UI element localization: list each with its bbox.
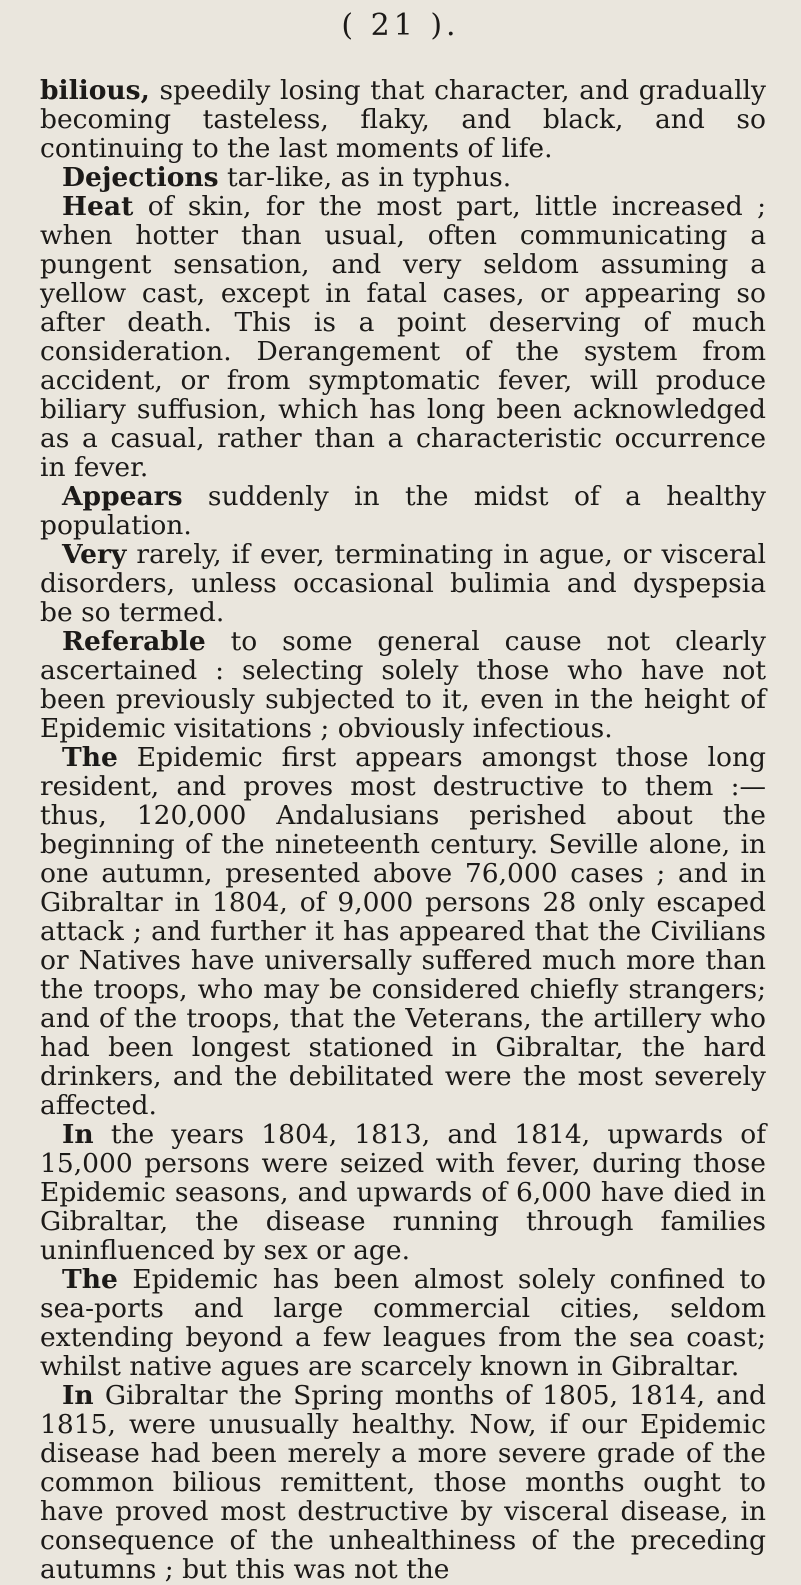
paragraph	[40, 540, 766, 627]
paragraph-text: Epidemic has been almost solely confined to sea-ports and large commercial cities, seldom extending beyond a few leagues from the sea coast; whilst native agues are scarcely known in Gibraltar.	[40, 1264, 766, 1382]
paragraph-text: suddenly in the midst of a healthy population.	[40, 481, 766, 541]
paragraph-lead-word: The	[62, 1264, 118, 1295]
paragraph	[40, 1265, 766, 1381]
paragraph	[40, 1381, 766, 1584]
paragraph	[40, 627, 766, 743]
paragraph	[40, 192, 766, 482]
paragraph	[40, 1120, 766, 1265]
paragraph-lead-word: In	[62, 1119, 94, 1150]
paragraph	[40, 482, 766, 540]
paragraph-lead-word: bilious,	[40, 75, 150, 106]
paragraph	[40, 76, 766, 163]
paragraph-text: the years 1804, 1813, and 1814, upwards of 15,000 persons were seized with fever, during those Epidemic seasons, and upwards of 6,000 have died in Gibraltar, the disease running through families uninfluenced by sex or age.	[40, 1119, 766, 1266]
paragraph-text: speedily losing that character, and gradually becoming tasteless, flaky, and black, and so continuing to the last moments of life.	[40, 75, 766, 164]
paragraph-lead-word: Dejections	[62, 162, 219, 193]
paragraph-text: Gibraltar the Spring months of 1805, 1814, and 1815, were unusually healthy. Now, if our Epidemic disease had been merely a more severe grade of the common bilious remittent, those months ought to have proved most destructive by visceral disease, in consequence of the unhealthiness of the preceding autumns ; but this was not the	[40, 1380, 766, 1585]
paragraph-text: tar-like, as in typhus.	[218, 162, 512, 193]
paragraph-lead-word: In	[62, 1380, 94, 1411]
paragraph-lead-word: Referable	[62, 626, 206, 657]
page-body	[40, 76, 766, 1584]
paragraph-lead-word: Appears	[62, 481, 183, 512]
paragraph-text: to some general cause not clearly ascertained : selecting solely those who have not been previously subjected to it, even in the height of Epidemic visitations ; obviously infectious.	[40, 626, 766, 744]
page-number: ( 21 ).	[341, 8, 460, 43]
paragraph-text: of skin, for the most part, little increased ; when hotter than usual, often communicating a pungent sensation, and very seldom assuming a yellow cast, except in fatal cases, or appearing so after death. This is a point deserving of much consideration. Derangement of the system from accident, or from symptomatic fever, will produce biliary suffusion, which has long been acknowledged as a casual, rather than a characteristic occurrence in fever.	[40, 191, 766, 483]
paragraph-text: Epidemic first appears amongst those long resident, and proves most destructive to them :—thus, 120,000 Andalusians perished about the beginning of the nineteenth century. Seville alone, in one autumn, presented above 76,000 cases ; and in Gibraltar in 1804, of 9,000 persons 28 only escaped attack ; and further it has appeared that the Civilians or Natives have universally suffered much more than the troops, who may be considered chiefly strangers; and of the troops, that the Veterans, the artillery who had been longest stationed in Gibraltar, the hard drinkers, and the debilitated were the most severely affected.	[40, 742, 766, 1121]
paragraph-lead-word: Heat	[62, 191, 134, 222]
paragraph-lead-word: Very	[62, 539, 127, 570]
paragraph-text: rarely, if ever, terminating in ague, or visceral disorders, unless occasional bulimia and dyspepsia be so termed.	[40, 539, 766, 628]
paragraph	[40, 743, 766, 1120]
paragraph	[40, 163, 766, 192]
paragraph-lead-word: The	[62, 742, 118, 773]
